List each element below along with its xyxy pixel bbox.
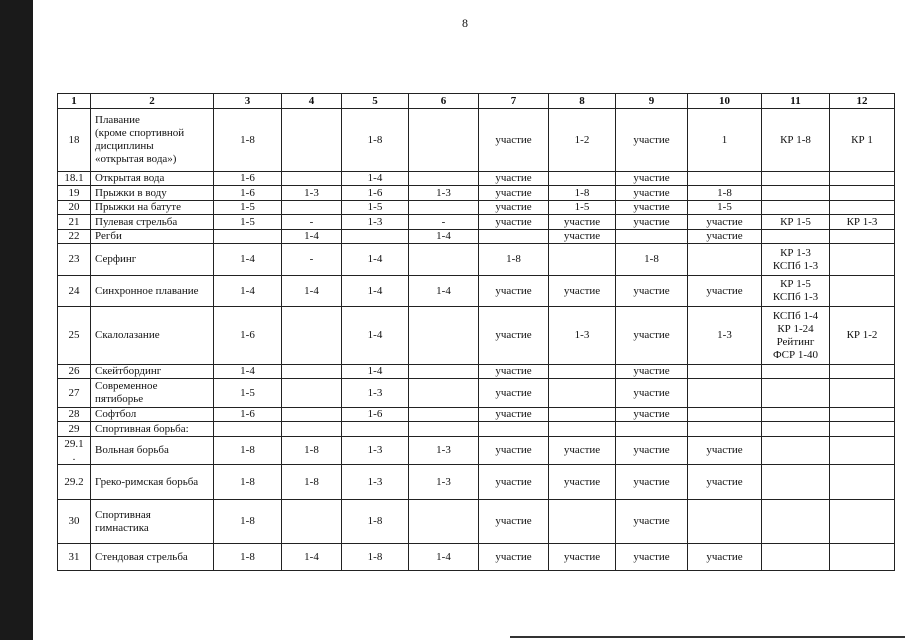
table-cell: 1-3 bbox=[282, 186, 342, 201]
table-cell bbox=[688, 365, 762, 379]
table-cell: 1-4 bbox=[342, 172, 409, 186]
sport-name-cell: Плавание (кроме спортивной дисциплины «открытая вода») bbox=[91, 109, 214, 172]
table-cell bbox=[830, 408, 895, 422]
table-cell bbox=[282, 109, 342, 172]
table-row bbox=[58, 230, 895, 244]
table-row bbox=[58, 544, 895, 571]
table-cell: участие bbox=[479, 109, 549, 172]
table-cell: 1-6 bbox=[342, 408, 409, 422]
table-row bbox=[58, 201, 895, 215]
table-cell: 1-6 bbox=[214, 172, 282, 186]
table-cell: участие bbox=[688, 215, 762, 230]
table-cell bbox=[549, 379, 616, 408]
table-cell: участие bbox=[616, 544, 688, 571]
header-cell: 8 bbox=[549, 94, 616, 109]
row-number-cell: 24 bbox=[58, 276, 91, 307]
table-cell: участие bbox=[549, 465, 616, 500]
table-cell bbox=[409, 172, 479, 186]
table-cell bbox=[688, 379, 762, 408]
table-cell: участие bbox=[616, 276, 688, 307]
table-cell: 1-3 bbox=[342, 465, 409, 500]
table-cell: 1-5 bbox=[342, 201, 409, 215]
table-cell: участие bbox=[688, 276, 762, 307]
table-cell bbox=[549, 172, 616, 186]
table-cell bbox=[214, 422, 282, 437]
table-cell: участие bbox=[549, 437, 616, 465]
header-cell: 9 bbox=[616, 94, 688, 109]
table-cell bbox=[762, 230, 830, 244]
header-cell: 3 bbox=[214, 94, 282, 109]
sport-name-cell: Прыжки в воду bbox=[91, 186, 214, 201]
table-cell bbox=[282, 365, 342, 379]
row-number-cell: 23 bbox=[58, 244, 91, 276]
table-cell: 1-5 bbox=[688, 201, 762, 215]
table-cell bbox=[688, 408, 762, 422]
table-cell: 1-3 bbox=[409, 465, 479, 500]
table-cell: 1-3 bbox=[342, 215, 409, 230]
table-cell: 1-4 bbox=[214, 276, 282, 307]
table-cell: КР 1-8 bbox=[762, 109, 830, 172]
table-cell bbox=[830, 230, 895, 244]
table-cell: участие bbox=[616, 500, 688, 544]
row-number-cell: 26 bbox=[58, 365, 91, 379]
table-cell: 1-3 bbox=[688, 307, 762, 365]
table-cell: участие bbox=[479, 307, 549, 365]
sport-name-cell: Регби bbox=[91, 230, 214, 244]
table-cell bbox=[762, 500, 830, 544]
table-cell: 1-4 bbox=[214, 244, 282, 276]
page-number: 8 bbox=[462, 16, 468, 30]
table-cell: участие bbox=[688, 465, 762, 500]
table-cell: участие bbox=[479, 172, 549, 186]
table-cell: 1-4 bbox=[342, 307, 409, 365]
table-cell: участие bbox=[616, 437, 688, 465]
table-cell: 1-8 bbox=[214, 109, 282, 172]
header-cell: 10 bbox=[688, 94, 762, 109]
table-cell: 1-6 bbox=[214, 186, 282, 201]
row-number-cell: 22 bbox=[58, 230, 91, 244]
table-cell bbox=[282, 408, 342, 422]
table-cell bbox=[282, 307, 342, 365]
table-cell bbox=[409, 408, 479, 422]
row-number-cell: 21 bbox=[58, 215, 91, 230]
sport-name-cell: Греко-римская борьба bbox=[91, 465, 214, 500]
table-cell bbox=[688, 244, 762, 276]
table-cell bbox=[409, 379, 479, 408]
table-cell bbox=[282, 201, 342, 215]
table-cell: участие bbox=[479, 186, 549, 201]
table-cell bbox=[409, 365, 479, 379]
table-cell: участие bbox=[479, 379, 549, 408]
table-cell: 1-4 bbox=[409, 276, 479, 307]
table-cell: - bbox=[409, 215, 479, 230]
table-cell: 1-4 bbox=[342, 276, 409, 307]
table-cell: КР 1-3 КСПб 1-3 bbox=[762, 244, 830, 276]
table-cell: 1-5 bbox=[214, 215, 282, 230]
table-cell bbox=[616, 422, 688, 437]
table-cell: 1-3 bbox=[549, 307, 616, 365]
row-number-cell: 30 bbox=[58, 500, 91, 544]
table-row bbox=[58, 422, 895, 437]
sport-name-cell: Серфинг bbox=[91, 244, 214, 276]
table-cell: 1-4 bbox=[342, 365, 409, 379]
table-cell: 1-8 bbox=[616, 244, 688, 276]
table-cell bbox=[830, 244, 895, 276]
table-cell bbox=[830, 422, 895, 437]
table-cell bbox=[762, 544, 830, 571]
table-cell: участие bbox=[616, 186, 688, 201]
sport-name-cell: Стендовая стрельба bbox=[91, 544, 214, 571]
table-cell: 1-8 bbox=[282, 465, 342, 500]
table-cell: 1-2 bbox=[549, 109, 616, 172]
table-cell: 1-3 bbox=[409, 437, 479, 465]
table-cell bbox=[830, 465, 895, 500]
table-cell bbox=[549, 365, 616, 379]
table-cell: участие bbox=[616, 365, 688, 379]
table-cell bbox=[830, 437, 895, 465]
table-cell: 1-8 bbox=[479, 244, 549, 276]
table-cell: 1-4 bbox=[409, 544, 479, 571]
table-cell: 1-3 bbox=[342, 437, 409, 465]
table-cell: 1-8 bbox=[214, 544, 282, 571]
table-cell bbox=[282, 172, 342, 186]
header-cell: 2 bbox=[91, 94, 214, 109]
table-cell bbox=[549, 408, 616, 422]
row-number-cell: 20 bbox=[58, 201, 91, 215]
table-cell: КР 1 bbox=[830, 109, 895, 172]
table-cell: - bbox=[282, 244, 342, 276]
table-cell bbox=[282, 422, 342, 437]
sport-name-cell: Спортивная гимнастика bbox=[91, 500, 214, 544]
table-cell: участие bbox=[688, 437, 762, 465]
row-number-cell: 25 bbox=[58, 307, 91, 365]
header-cell: 7 bbox=[479, 94, 549, 109]
table-cell: 1-8 bbox=[214, 500, 282, 544]
table-cell: участие bbox=[688, 544, 762, 571]
table-cell bbox=[762, 172, 830, 186]
table-cell bbox=[409, 422, 479, 437]
table-cell: 1-5 bbox=[549, 201, 616, 215]
table-cell bbox=[549, 422, 616, 437]
header-cell: 12 bbox=[830, 94, 895, 109]
header-cell: 6 bbox=[409, 94, 479, 109]
table-row bbox=[58, 307, 895, 365]
table-row bbox=[58, 437, 895, 465]
table-cell: 1-4 bbox=[214, 365, 282, 379]
row-number-cell: 29.2 bbox=[58, 465, 91, 500]
table-cell bbox=[762, 186, 830, 201]
table-cell: участие bbox=[616, 201, 688, 215]
sport-name-cell: Прыжки на батуте bbox=[91, 201, 214, 215]
table-row bbox=[58, 186, 895, 201]
table-cell: участие bbox=[616, 465, 688, 500]
table-row bbox=[58, 379, 895, 408]
table-cell: участие bbox=[616, 172, 688, 186]
row-number-cell: 29 bbox=[58, 422, 91, 437]
table-cell bbox=[409, 500, 479, 544]
table-cell bbox=[762, 422, 830, 437]
table-cell bbox=[830, 276, 895, 307]
scan-left-border bbox=[0, 0, 33, 640]
table-cell: участие bbox=[549, 276, 616, 307]
table-cell: КР 1-2 bbox=[830, 307, 895, 365]
table-cell: участие bbox=[479, 544, 549, 571]
header-cell: 11 bbox=[762, 94, 830, 109]
table-cell: КР 1-5 bbox=[762, 215, 830, 230]
sport-name-cell: Скалолазание bbox=[91, 307, 214, 365]
table-cell bbox=[282, 379, 342, 408]
table-cell: участие bbox=[479, 465, 549, 500]
table-cell bbox=[409, 201, 479, 215]
table-cell bbox=[409, 109, 479, 172]
table-cell: 1-8 bbox=[549, 186, 616, 201]
table-cell: участие bbox=[616, 307, 688, 365]
table-cell: участие bbox=[688, 230, 762, 244]
sport-name-cell: Пулевая стрельба bbox=[91, 215, 214, 230]
table-cell bbox=[282, 500, 342, 544]
table-cell: 1-6 bbox=[342, 186, 409, 201]
table-cell bbox=[830, 172, 895, 186]
sport-name-cell: Софтбол bbox=[91, 408, 214, 422]
table-cell bbox=[688, 172, 762, 186]
header-cell: 1 bbox=[58, 94, 91, 109]
header-cell: 5 bbox=[342, 94, 409, 109]
table-cell: 1-3 bbox=[342, 379, 409, 408]
scan-bottom-edge bbox=[510, 636, 905, 638]
header-cell: 4 bbox=[282, 94, 342, 109]
table-cell: участие bbox=[479, 215, 549, 230]
table-cell: КСПб 1-4 КР 1-24 Рейтинг ФСР 1-40 bbox=[762, 307, 830, 365]
table-cell: участие bbox=[549, 215, 616, 230]
table-cell: 1-8 bbox=[282, 437, 342, 465]
sport-name-cell: Скейтбординг bbox=[91, 365, 214, 379]
table-cell: участие bbox=[616, 379, 688, 408]
table-cell bbox=[409, 244, 479, 276]
table-cell bbox=[830, 379, 895, 408]
table-cell bbox=[342, 422, 409, 437]
table-cell bbox=[762, 437, 830, 465]
table-cell: 1-5 bbox=[214, 379, 282, 408]
table-cell bbox=[762, 408, 830, 422]
table-row bbox=[58, 500, 895, 544]
table-cell: участие bbox=[616, 408, 688, 422]
table-cell: 1 bbox=[688, 109, 762, 172]
table-cell: 1-4 bbox=[342, 244, 409, 276]
sport-name-cell: Открытая вода bbox=[91, 172, 214, 186]
table-cell bbox=[830, 365, 895, 379]
table-cell bbox=[762, 465, 830, 500]
table-row bbox=[58, 408, 895, 422]
row-number-cell: 27 bbox=[58, 379, 91, 408]
table-row bbox=[58, 215, 895, 230]
row-number-cell: 18.1 bbox=[58, 172, 91, 186]
table-row bbox=[58, 244, 895, 276]
table-cell: КР 1-5 КСПб 1-3 bbox=[762, 276, 830, 307]
table-cell: участие bbox=[479, 500, 549, 544]
table-cell: 1-6 bbox=[214, 307, 282, 365]
sport-name-cell: Спортивная борьба: bbox=[91, 422, 214, 437]
table-cell bbox=[830, 544, 895, 571]
table-row bbox=[58, 465, 895, 500]
table-cell: 1-8 bbox=[342, 544, 409, 571]
table-cell bbox=[688, 500, 762, 544]
table-cell bbox=[214, 230, 282, 244]
table-cell: 1-8 bbox=[214, 465, 282, 500]
sports-table bbox=[57, 93, 895, 571]
table-cell: КР 1-3 bbox=[830, 215, 895, 230]
table-cell: 1-8 bbox=[342, 500, 409, 544]
table-cell bbox=[762, 379, 830, 408]
table-row bbox=[58, 276, 895, 307]
table-cell: - bbox=[282, 215, 342, 230]
sport-name-cell: Современное пятиборье bbox=[91, 379, 214, 408]
table-cell: участие bbox=[549, 544, 616, 571]
row-number-cell: 19 bbox=[58, 186, 91, 201]
table-row bbox=[58, 172, 895, 186]
table-cell: 1-4 bbox=[282, 544, 342, 571]
table-cell: 1-4 bbox=[409, 230, 479, 244]
table-header-row bbox=[58, 94, 895, 109]
row-number-cell: 28 bbox=[58, 408, 91, 422]
row-number-cell: 29.1 . bbox=[58, 437, 91, 465]
sport-name-cell: Синхронное плавание bbox=[91, 276, 214, 307]
table-cell bbox=[830, 500, 895, 544]
table-cell: 1-8 bbox=[688, 186, 762, 201]
table-cell: участие bbox=[479, 365, 549, 379]
sport-name-cell: Вольная борьба bbox=[91, 437, 214, 465]
table-cell: участие bbox=[549, 230, 616, 244]
table-cell bbox=[549, 244, 616, 276]
table-cell: участие bbox=[616, 215, 688, 230]
table-cell: участие bbox=[479, 408, 549, 422]
table-row bbox=[58, 109, 895, 172]
table-cell: 1-6 bbox=[214, 408, 282, 422]
table-cell bbox=[830, 186, 895, 201]
table-cell: 1-5 bbox=[214, 201, 282, 215]
table-cell bbox=[409, 307, 479, 365]
table-cell: участие bbox=[616, 109, 688, 172]
table-cell: 1-4 bbox=[282, 230, 342, 244]
row-number-cell: 18 bbox=[58, 109, 91, 172]
table-cell: 1-3 bbox=[409, 186, 479, 201]
table-cell: участие bbox=[479, 437, 549, 465]
table-cell bbox=[479, 422, 549, 437]
table-cell bbox=[762, 201, 830, 215]
table-cell bbox=[342, 230, 409, 244]
table-cell: 1-8 bbox=[214, 437, 282, 465]
table-cell bbox=[549, 500, 616, 544]
table-cell: 1-4 bbox=[282, 276, 342, 307]
table-cell bbox=[616, 230, 688, 244]
table-cell: участие bbox=[479, 276, 549, 307]
table-cell bbox=[688, 422, 762, 437]
table-cell: участие bbox=[479, 201, 549, 215]
row-number-cell: 31 bbox=[58, 544, 91, 571]
table-cell bbox=[762, 365, 830, 379]
table-cell bbox=[830, 201, 895, 215]
table-cell bbox=[479, 230, 549, 244]
table-row bbox=[58, 365, 895, 379]
table-cell: 1-8 bbox=[342, 109, 409, 172]
